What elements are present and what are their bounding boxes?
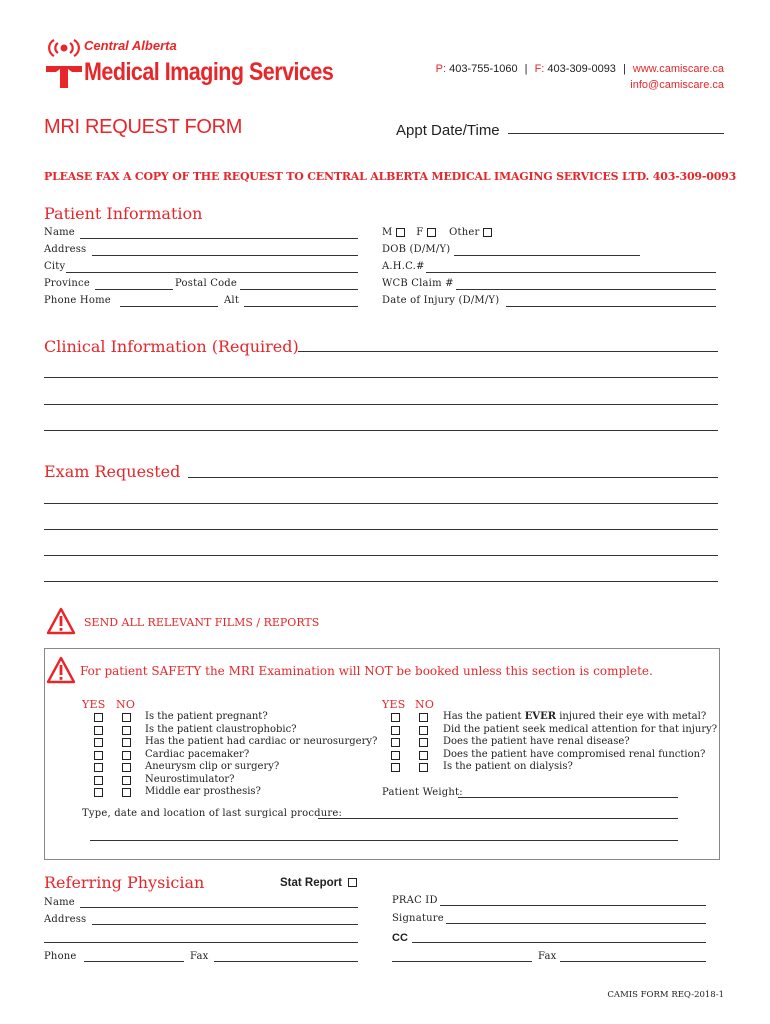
no-checkbox[interactable] [419, 738, 428, 747]
contact-line [436, 63, 724, 75]
yes-checkbox[interactable] [94, 788, 103, 797]
patient-heading: Patient Information [44, 204, 203, 223]
question-text [443, 711, 706, 724]
wcb-label: WCB Claim # [382, 278, 454, 289]
phone-label: P: [435, 63, 447, 75]
question-text: Does the patient have renal disease? [443, 736, 630, 747]
yes-checkbox[interactable] [391, 713, 400, 722]
doi-field[interactable] [506, 306, 716, 307]
separator: | [524, 63, 528, 75]
question-text: Is the patient on dialysis? [443, 761, 573, 772]
website-link[interactable]: www.camiscare.ca [632, 63, 724, 75]
logo-main-text: Medical Imaging Services [84, 58, 334, 86]
exam-field-line[interactable] [188, 477, 718, 478]
patient-address-label: Address [44, 244, 87, 255]
question-text: Did the patient seek medical attention for that injury? [443, 723, 718, 735]
patient-weight-label: Patient Weight: [382, 787, 463, 798]
patient-name-label: Name [44, 227, 75, 238]
yes-checkbox[interactable] [391, 751, 400, 760]
province-field[interactable] [95, 289, 173, 290]
sex-f-label: F [416, 227, 424, 238]
no-checkbox[interactable] [419, 713, 428, 722]
physician-address-label: Address [44, 914, 87, 925]
phone-number: 403-755-1060 [449, 63, 518, 75]
phone-home-label: Phone Home [44, 295, 111, 306]
physician-address-line[interactable] [44, 942, 358, 943]
question-text-emphasis: EVER [524, 711, 557, 722]
clinical-heading: Clinical Information (Required) [44, 337, 299, 356]
alt-phone-label: Alt [224, 295, 240, 306]
physician-heading: Referring Physician [44, 873, 205, 892]
patient-weight-field[interactable] [458, 797, 678, 798]
stat-report [280, 877, 357, 889]
no-checkbox[interactable] [419, 751, 428, 760]
no-checkbox[interactable] [419, 763, 428, 772]
safety-notice: For patient SAFETY the MRI Examination will NOT be booked unless this section is complete. [80, 664, 653, 678]
appt-field[interactable] [508, 133, 724, 134]
separator: | [623, 63, 626, 75]
cc-fax-label: Fax [538, 951, 557, 962]
postal-label: Postal Code [175, 278, 238, 289]
ahc-field[interactable] [426, 272, 716, 273]
appt-label: Appt Date/Time [396, 122, 500, 139]
patient-city-field[interactable] [66, 272, 358, 273]
email-link[interactable]: info@camiscare.ca [630, 79, 724, 91]
question-text: Does the patient have compromised renal function? [443, 748, 706, 760]
no-checkbox[interactable] [122, 763, 131, 772]
question-text: Neurostimulator? [145, 773, 235, 785]
cc-label: CC [392, 932, 408, 944]
camis-logo-icon [44, 36, 84, 96]
logo-top-text: Central Alberta [84, 38, 177, 53]
question-text-post: injured their eye with metal? [556, 711, 707, 722]
warning-icon [46, 656, 76, 684]
yes-header-right: YES [382, 698, 406, 711]
physician-name-field[interactable] [80, 907, 358, 908]
exam-heading: Exam Requested [44, 462, 181, 481]
no-checkbox[interactable] [122, 788, 131, 797]
no-header-left: NO [116, 698, 136, 711]
form-code: CAMIS FORM REQ-2018-1 [607, 990, 724, 1000]
yes-checkbox[interactable] [391, 738, 400, 747]
surgical-field[interactable] [318, 818, 678, 819]
question-text: Is the patient pregnant? [145, 711, 268, 722]
patient-address-field[interactable] [92, 255, 358, 256]
no-checkbox[interactable] [419, 726, 428, 735]
no-checkbox[interactable] [122, 738, 131, 747]
ahc-label: A.H.C.# [382, 261, 425, 272]
patient-name-field[interactable] [80, 238, 358, 239]
surgical-label: Type, date and location of last surgical procdure: [82, 808, 343, 819]
sex-other-label: Other [449, 227, 480, 238]
yes-checkbox[interactable] [94, 713, 103, 722]
prac-id-label: PRAC ID [392, 895, 438, 906]
yes-checkbox[interactable] [94, 738, 103, 747]
signature-label: Signature [392, 913, 444, 924]
physician-phone-field[interactable] [84, 961, 184, 962]
physician-fax-label: Fax [190, 951, 209, 962]
yes-header-left: YES [82, 698, 106, 711]
fax-label: F: [534, 63, 545, 75]
alt-phone-field[interactable] [244, 306, 358, 307]
cc-field[interactable] [412, 942, 706, 943]
sex-f-checkbox[interactable] [427, 228, 436, 237]
clinical-field-line[interactable] [44, 430, 718, 431]
physician-name-label: Name [44, 897, 75, 908]
cc-fax-field[interactable] [560, 961, 706, 962]
question-text: Aneurysm clip or surgery? [145, 761, 280, 772]
films-notice: SEND ALL RELEVANT FILMS / REPORTS [84, 616, 320, 629]
sex-m-label: M [382, 227, 393, 238]
dob-label: DOB (D/M/Y) [382, 244, 451, 255]
cc-name-field[interactable] [392, 961, 532, 962]
sex-m-checkbox[interactable] [396, 228, 405, 237]
wcb-field[interactable] [456, 289, 716, 290]
yes-checkbox[interactable] [94, 726, 103, 735]
patient-city-label: City [44, 261, 66, 272]
no-checkbox[interactable] [122, 776, 131, 785]
prac-id-field[interactable] [440, 905, 706, 906]
no-header-right: NO [415, 698, 435, 711]
exam-field-line[interactable] [44, 529, 718, 530]
question-text: Has the patient had cardiac or neurosurgery? [145, 736, 378, 747]
question-text-pre: Has the patient [443, 711, 525, 722]
clinical-field-line[interactable] [44, 404, 718, 405]
sex-other-checkbox[interactable] [483, 228, 492, 237]
logo [44, 36, 334, 96]
question-text: Is the patient claustrophobic? [145, 723, 297, 735]
dob-field[interactable] [454, 255, 640, 256]
doi-label: Date of Injury (D/M/Y) [382, 295, 500, 306]
question-text: Middle ear prosthesis? [145, 786, 261, 797]
exam-field-line[interactable] [44, 503, 718, 504]
no-checkbox[interactable] [122, 726, 131, 735]
question-text: Cardiac pacemaker? [145, 748, 250, 760]
phone-home-field[interactable] [120, 306, 218, 307]
yes-checkbox[interactable] [94, 763, 103, 772]
province-label: Province [44, 278, 90, 289]
yes-checkbox[interactable] [391, 726, 400, 735]
physician-fax-field[interactable] [214, 961, 358, 962]
sex-options [382, 227, 492, 238]
yes-checkbox[interactable] [94, 776, 103, 785]
stat-report-checkbox[interactable] [348, 878, 357, 887]
yes-checkbox[interactable] [391, 763, 400, 772]
clinical-field-line[interactable] [298, 351, 718, 352]
signature-field[interactable] [446, 923, 706, 924]
surgical-field-line[interactable] [90, 840, 678, 841]
fax-number: 403-309-0093 [547, 63, 616, 75]
no-checkbox[interactable] [122, 751, 131, 760]
physician-address-field[interactable] [92, 924, 358, 925]
physician-phone-label: Phone [44, 951, 77, 962]
warning-icon [46, 607, 76, 635]
stat-report-label: Stat Report [280, 877, 342, 889]
exam-field-line[interactable] [44, 555, 718, 556]
exam-field-line[interactable] [44, 581, 718, 582]
postal-field[interactable] [240, 289, 358, 290]
no-checkbox[interactable] [122, 713, 131, 722]
form-title: MRI REQUEST FORM [44, 116, 243, 138]
fax-notice: PLEASE FAX A COPY OF THE REQUEST TO CENTRAL ALBERTA MEDICAL IMAGING SERVICES LTD. 403-309-0093 [44, 170, 737, 183]
clinical-field-line[interactable] [44, 377, 718, 378]
yes-checkbox[interactable] [94, 751, 103, 760]
